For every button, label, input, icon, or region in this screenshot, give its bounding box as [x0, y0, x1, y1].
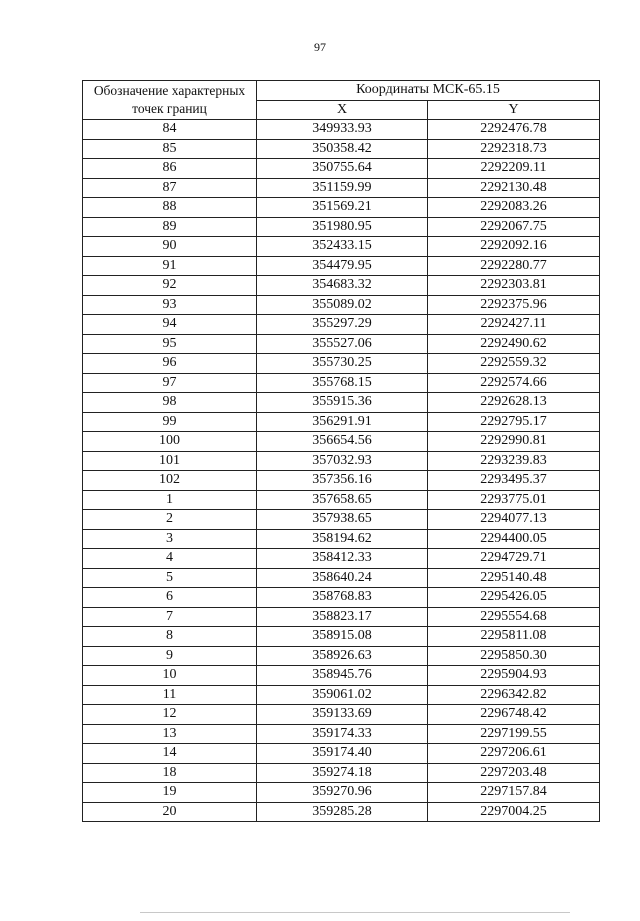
y-cell: 2292990.81 — [428, 432, 600, 452]
x-cell: 358926.63 — [257, 646, 428, 666]
table-row — [83, 607, 600, 627]
point-cell: 1 — [83, 490, 257, 510]
table-row — [83, 139, 600, 159]
table-row — [83, 295, 600, 315]
point-cell: 85 — [83, 139, 257, 159]
x-cell: 357658.65 — [257, 490, 428, 510]
y-cell: 2294400.05 — [428, 529, 600, 549]
y-cell: 2292476.78 — [428, 120, 600, 140]
x-cell: 352433.15 — [257, 237, 428, 257]
point-cell: 99 — [83, 412, 257, 432]
point-cell: 89 — [83, 217, 257, 237]
y-cell: 2297206.61 — [428, 744, 600, 764]
y-cell: 2292092.16 — [428, 237, 600, 257]
x-cell: 355089.02 — [257, 295, 428, 315]
header-point-designation: Обозначение характерных точек границ — [83, 81, 257, 120]
x-cell: 357356.16 — [257, 471, 428, 491]
x-cell: 359133.69 — [257, 705, 428, 725]
y-cell: 2292130.48 — [428, 178, 600, 198]
point-cell: 84 — [83, 120, 257, 140]
table-row — [83, 373, 600, 393]
point-cell: 18 — [83, 763, 257, 783]
point-cell: 92 — [83, 276, 257, 296]
y-cell: 2295811.08 — [428, 627, 600, 647]
y-cell: 2292067.75 — [428, 217, 600, 237]
point-cell: 9 — [83, 646, 257, 666]
x-cell: 354683.32 — [257, 276, 428, 296]
point-cell: 95 — [83, 334, 257, 354]
point-cell: 4 — [83, 549, 257, 569]
x-cell: 357032.93 — [257, 451, 428, 471]
x-cell: 354479.95 — [257, 256, 428, 276]
x-cell: 350358.42 — [257, 139, 428, 159]
y-cell: 2292303.81 — [428, 276, 600, 296]
table-header — [83, 81, 600, 120]
y-cell: 2297203.48 — [428, 763, 600, 783]
y-cell: 2294729.71 — [428, 549, 600, 569]
x-cell: 359174.40 — [257, 744, 428, 764]
point-cell: 94 — [83, 315, 257, 335]
point-cell: 90 — [83, 237, 257, 257]
table-row — [83, 354, 600, 374]
table-row — [83, 549, 600, 569]
x-cell: 358640.24 — [257, 568, 428, 588]
x-cell: 359174.33 — [257, 724, 428, 744]
table-row — [83, 237, 600, 257]
table-row — [83, 588, 600, 608]
table-row — [83, 276, 600, 296]
y-cell: 2295554.68 — [428, 607, 600, 627]
y-cell: 2295904.93 — [428, 666, 600, 686]
y-cell: 2292209.11 — [428, 159, 600, 179]
point-cell: 2 — [83, 510, 257, 530]
y-cell: 2292628.13 — [428, 393, 600, 413]
point-cell: 96 — [83, 354, 257, 374]
y-cell: 2296748.42 — [428, 705, 600, 725]
table-row — [83, 334, 600, 354]
y-cell: 2293239.83 — [428, 451, 600, 471]
point-cell: 8 — [83, 627, 257, 647]
y-cell: 2292083.26 — [428, 198, 600, 218]
table-row — [83, 217, 600, 237]
header-y: Y — [428, 100, 600, 120]
y-cell: 2292318.73 — [428, 139, 600, 159]
x-cell: 351159.99 — [257, 178, 428, 198]
y-cell: 2295850.30 — [428, 646, 600, 666]
table-row — [83, 315, 600, 335]
point-cell: 101 — [83, 451, 257, 471]
x-cell: 355768.15 — [257, 373, 428, 393]
table-row — [83, 256, 600, 276]
y-cell: 2292427.11 — [428, 315, 600, 335]
x-cell: 356291.91 — [257, 412, 428, 432]
y-cell: 2297199.55 — [428, 724, 600, 744]
table-row — [83, 783, 600, 803]
point-cell: 102 — [83, 471, 257, 491]
x-cell: 358945.76 — [257, 666, 428, 686]
x-cell: 355915.36 — [257, 393, 428, 413]
x-cell: 358823.17 — [257, 607, 428, 627]
point-cell: 11 — [83, 685, 257, 705]
table-row — [83, 627, 600, 647]
table-row — [83, 510, 600, 530]
point-cell: 10 — [83, 666, 257, 686]
table-row — [83, 724, 600, 744]
table-row — [83, 763, 600, 783]
y-cell: 2292490.62 — [428, 334, 600, 354]
y-cell: 2293775.01 — [428, 490, 600, 510]
point-cell: 5 — [83, 568, 257, 588]
point-cell: 12 — [83, 705, 257, 725]
table-row — [83, 198, 600, 218]
table-row — [83, 529, 600, 549]
y-cell: 2292574.66 — [428, 373, 600, 393]
table-row — [83, 744, 600, 764]
x-cell: 349933.93 — [257, 120, 428, 140]
y-cell: 2297157.84 — [428, 783, 600, 803]
table-row — [83, 412, 600, 432]
y-cell: 2292280.77 — [428, 256, 600, 276]
point-cell: 14 — [83, 744, 257, 764]
point-cell: 93 — [83, 295, 257, 315]
x-cell: 359274.18 — [257, 763, 428, 783]
x-cell: 358194.62 — [257, 529, 428, 549]
x-cell: 355527.06 — [257, 334, 428, 354]
point-cell: 87 — [83, 178, 257, 198]
point-cell: 13 — [83, 724, 257, 744]
x-cell: 359270.96 — [257, 783, 428, 803]
x-cell: 351980.95 — [257, 217, 428, 237]
x-cell: 351569.21 — [257, 198, 428, 218]
point-cell: 91 — [83, 256, 257, 276]
table-row — [83, 159, 600, 179]
table-row — [83, 646, 600, 666]
y-cell: 2297004.25 — [428, 802, 600, 822]
point-cell: 88 — [83, 198, 257, 218]
y-cell: 2292795.17 — [428, 412, 600, 432]
table-row — [83, 802, 600, 822]
point-cell: 100 — [83, 432, 257, 452]
x-cell: 355297.29 — [257, 315, 428, 335]
point-cell: 19 — [83, 783, 257, 803]
x-cell: 358768.83 — [257, 588, 428, 608]
table-row — [83, 393, 600, 413]
y-cell: 2293495.37 — [428, 471, 600, 491]
table-row — [83, 568, 600, 588]
y-cell: 2294077.13 — [428, 510, 600, 530]
x-cell: 358412.33 — [257, 549, 428, 569]
table-row — [83, 666, 600, 686]
x-cell: 357938.65 — [257, 510, 428, 530]
table-body — [83, 120, 600, 822]
table-row — [83, 490, 600, 510]
y-cell: 2295426.05 — [428, 588, 600, 608]
page-number: 97 — [314, 40, 326, 54]
point-cell: 97 — [83, 373, 257, 393]
x-cell: 355730.25 — [257, 354, 428, 374]
point-cell: 6 — [83, 588, 257, 608]
point-cell: 20 — [83, 802, 257, 822]
x-cell: 359061.02 — [257, 685, 428, 705]
y-cell: 2292375.96 — [428, 295, 600, 315]
point-cell: 7 — [83, 607, 257, 627]
point-cell: 86 — [83, 159, 257, 179]
table-row — [83, 120, 600, 140]
x-cell: 358915.08 — [257, 627, 428, 647]
table-row — [83, 432, 600, 452]
y-cell: 2295140.48 — [428, 568, 600, 588]
x-cell: 356654.56 — [257, 432, 428, 452]
table-row — [83, 178, 600, 198]
table-row — [83, 705, 600, 725]
x-cell: 350755.64 — [257, 159, 428, 179]
y-cell: 2296342.82 — [428, 685, 600, 705]
header-x: X — [257, 100, 428, 120]
point-cell: 98 — [83, 393, 257, 413]
table-row — [83, 451, 600, 471]
table-row — [83, 471, 600, 491]
x-cell: 359285.28 — [257, 802, 428, 822]
y-cell: 2292559.32 — [428, 354, 600, 374]
point-cell: 3 — [83, 529, 257, 549]
scan-artifact-line — [140, 912, 570, 913]
coordinates-table — [82, 80, 600, 822]
header-coordinates-msk: Координаты МСК-65.15 — [257, 81, 600, 101]
table-row — [83, 685, 600, 705]
